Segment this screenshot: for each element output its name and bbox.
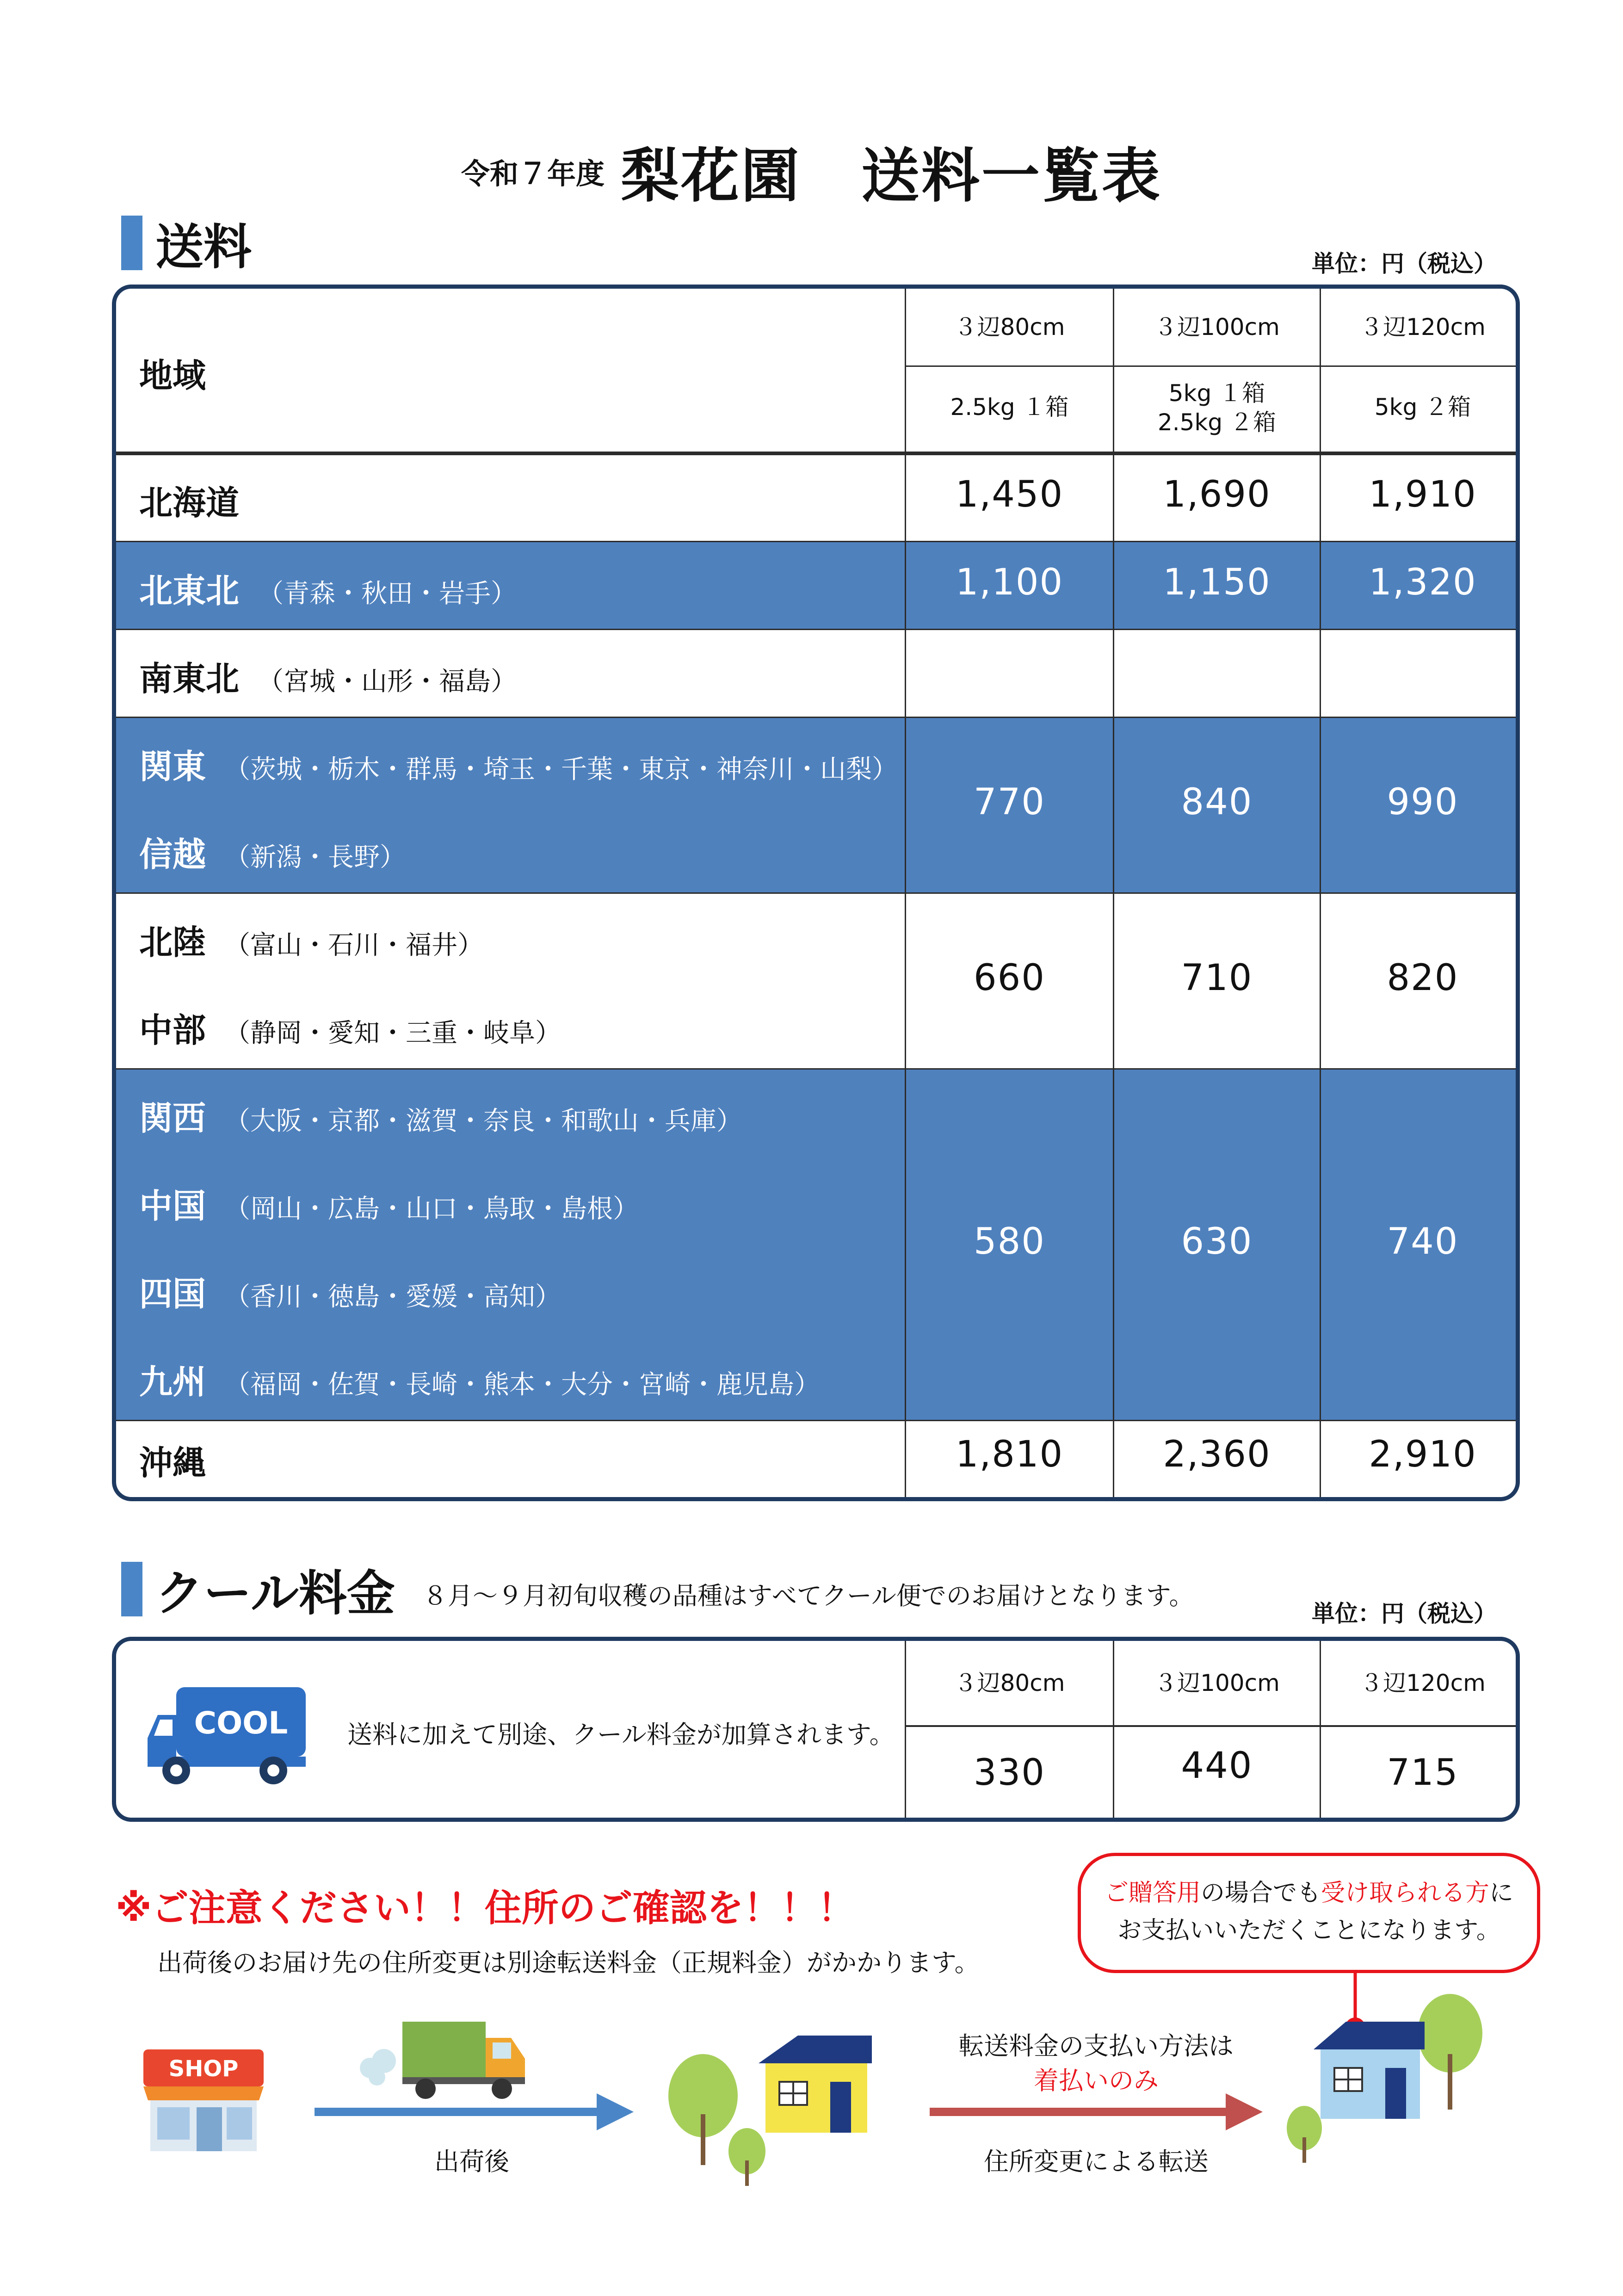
gift-payment-bubble — [1078, 1853, 1540, 1973]
cool-heading — [121, 1554, 1194, 1624]
region-hokkaido: 北海道 — [139, 483, 240, 522]
region-detail: （茨城・栃木・群馬・埼玉・千葉・東京・神奈川・山梨） — [224, 755, 898, 785]
forwarding-caption: 住所変更による転送 — [984, 2147, 1209, 2176]
region-hokuriku — [139, 916, 483, 964]
row-line — [116, 1068, 1516, 1070]
col-size-120: ３辺120cm — [1360, 314, 1486, 340]
shipping-heading — [121, 208, 252, 278]
rate-hokuriku-80: 660 — [974, 957, 1045, 999]
rate-kitatohoku-120: 1,320 — [1369, 562, 1477, 603]
region-name: 四国 — [139, 1275, 206, 1313]
rate-kanto-80: 770 — [974, 781, 1045, 823]
region-name: 信越 — [139, 835, 206, 874]
col-line — [1320, 1641, 1321, 1822]
cool-truck-icon — [144, 1683, 310, 1789]
rate-hokuriku-120: 820 — [1387, 957, 1459, 999]
bubble-text: の場合でも — [1200, 1879, 1321, 1907]
rate-okinawa-100: 2,360 — [1163, 1434, 1271, 1475]
row-line — [116, 1420, 1516, 1421]
region-detail: （青森・秋田・岩手） — [258, 579, 517, 609]
col-size-80: ３辺80cm — [954, 314, 1065, 340]
region-detail: （岡山・広島・山口・鳥取・島根） — [224, 1194, 639, 1224]
rate-hokkaido-100: 1,690 — [1163, 474, 1271, 515]
region-detail: （富山・石川・福井） — [224, 930, 484, 960]
rate-kansai-80: 580 — [974, 1221, 1045, 1262]
cool-note: ８月～９月初旬収穫の品種はすべてクール便でのお届けとなります。 — [422, 1581, 1194, 1610]
address-warning: ※ご注意ください！！住所のご確認を！！！ — [116, 1887, 855, 1930]
rate-kanto-120: 990 — [1387, 781, 1459, 823]
col-weight-100: 5kg １箱 2.5kg ２箱 — [1157, 380, 1277, 436]
col-line — [1320, 289, 1321, 1501]
new-address-house-icon — [1286, 1989, 1489, 2165]
region-name: 関西 — [139, 1099, 206, 1138]
title-year: 令和７年度 — [461, 157, 605, 191]
rate-kansai-120: 740 — [1387, 1221, 1459, 1262]
region-minamitohoku — [139, 652, 517, 700]
rate-okinawa-120: 2,910 — [1369, 1434, 1477, 1475]
region-name: 北東北 — [139, 571, 240, 610]
header-divider — [906, 365, 1520, 367]
col-line — [1113, 1641, 1114, 1822]
rate-kanto-100: 840 — [1181, 781, 1253, 823]
cod-only-caption: 着払いのみ — [1034, 2066, 1159, 2095]
col-size-100: ３辺100cm — [1154, 314, 1280, 340]
cool-header-line — [906, 1725, 1520, 1727]
region-chugoku — [139, 1179, 639, 1227]
cool-heading-text: クール料金 — [155, 1565, 395, 1621]
region-shikoku — [139, 1267, 561, 1315]
col-weight-120: 5kg ２箱 — [1374, 394, 1471, 421]
shipping-arrow — [315, 2091, 638, 2133]
region-name: 関東 — [139, 747, 206, 786]
shop-icon — [139, 2045, 268, 2156]
after-shipping-caption: 出荷後 — [434, 2147, 509, 2176]
bubble-text: に — [1489, 1879, 1514, 1907]
forwarding-arrow — [930, 2091, 1267, 2133]
rate-hokkaido-120: 1,910 — [1369, 474, 1477, 515]
heading-accent-bar — [121, 216, 142, 270]
rate-kansai-100: 630 — [1181, 1221, 1253, 1262]
row-line — [116, 892, 1516, 894]
region-kyushu — [139, 1355, 820, 1403]
region-kitatohoku — [139, 564, 517, 612]
bubble-line2: お支払いいただくことになります。 — [1117, 1916, 1500, 1944]
col-line — [905, 289, 906, 1501]
payment-method-caption: 転送料金の支払い方法は — [959, 2031, 1234, 2061]
shipping-heading-text: 送料 — [155, 219, 252, 275]
shipping-unit: 単位：円（税込） — [1312, 250, 1497, 277]
row-line — [116, 717, 1516, 718]
cool-description: 送料に加えて別途、クール料金が加算されます。 — [347, 1720, 895, 1749]
cool-col-120: ３辺120cm — [1360, 1670, 1486, 1696]
header-bottom-line — [116, 452, 1516, 455]
bubble-gift: ご贈答用 — [1104, 1879, 1201, 1907]
cool-unit: 単位：円（税込） — [1312, 1600, 1497, 1627]
row-line — [116, 629, 1516, 630]
cool-table — [112, 1637, 1520, 1822]
svg-text:SHOP: SHOP — [168, 2056, 239, 2082]
row-line — [116, 541, 1516, 542]
cool-rate-100: 440 — [1181, 1745, 1253, 1787]
rate-kitatohoku-100: 1,150 — [1163, 562, 1271, 603]
page-title — [0, 130, 1623, 213]
region-name: 中部 — [139, 1011, 206, 1050]
address-change-note: 出荷後のお届け先の住所変更は別途転送料金（正規料金）がかかります。 — [157, 1948, 980, 1977]
rate-hokkaido-80: 1,450 — [955, 474, 1064, 515]
rate-kitatohoku-80: 1,100 — [955, 562, 1064, 603]
region-name: 北陸 — [139, 923, 206, 962]
region-name: 九州 — [139, 1362, 206, 1401]
original-address-house-icon — [666, 2036, 883, 2188]
region-detail: （新潟・長野） — [224, 842, 406, 873]
region-chubu — [139, 1003, 561, 1052]
col-weight-80: 2.5kg １箱 — [950, 394, 1069, 421]
col-line — [905, 1641, 906, 1822]
region-kanto — [139, 740, 898, 788]
shipping-table — [112, 285, 1520, 1501]
region-detail: （福岡・佐賀・長崎・熊本・大分・宮崎・鹿児島） — [224, 1370, 821, 1400]
cool-col-100: ３辺100cm — [1154, 1670, 1280, 1696]
cool-rate-80: 330 — [974, 1752, 1045, 1794]
rate-hokuriku-100: 710 — [1181, 957, 1253, 999]
region-name: 南東北 — [139, 659, 240, 698]
region-detail: （香川・徳島・愛媛・高知） — [224, 1282, 562, 1312]
region-name: 中国 — [139, 1187, 206, 1225]
region-detail: （静岡・愛知・三重・岐阜） — [224, 1018, 562, 1048]
bubble-recipient: 受け取られる方 — [1321, 1879, 1490, 1907]
rate-okinawa-80: 1,810 — [955, 1434, 1064, 1475]
region-header: 地域 — [139, 356, 206, 395]
cool-col-80: ３辺80cm — [954, 1670, 1065, 1696]
title-main: 梨花園 送料一覧表 — [621, 142, 1162, 210]
col-line — [1113, 289, 1114, 1501]
region-detail: （宮城・山形・福島） — [258, 667, 517, 697]
heading-accent-bar — [121, 1562, 142, 1616]
cool-rate-120: 715 — [1387, 1752, 1459, 1794]
svg-text:COOL: COOL — [194, 1705, 288, 1741]
region-okinawa: 沖縄 — [139, 1443, 206, 1482]
region-detail: （大阪・京都・滋賀・奈良・和歌山・兵庫） — [224, 1106, 743, 1136]
region-kansai — [139, 1091, 742, 1139]
region-shinetsu — [139, 828, 406, 876]
bubble-line1 — [1081, 1875, 1537, 1912]
